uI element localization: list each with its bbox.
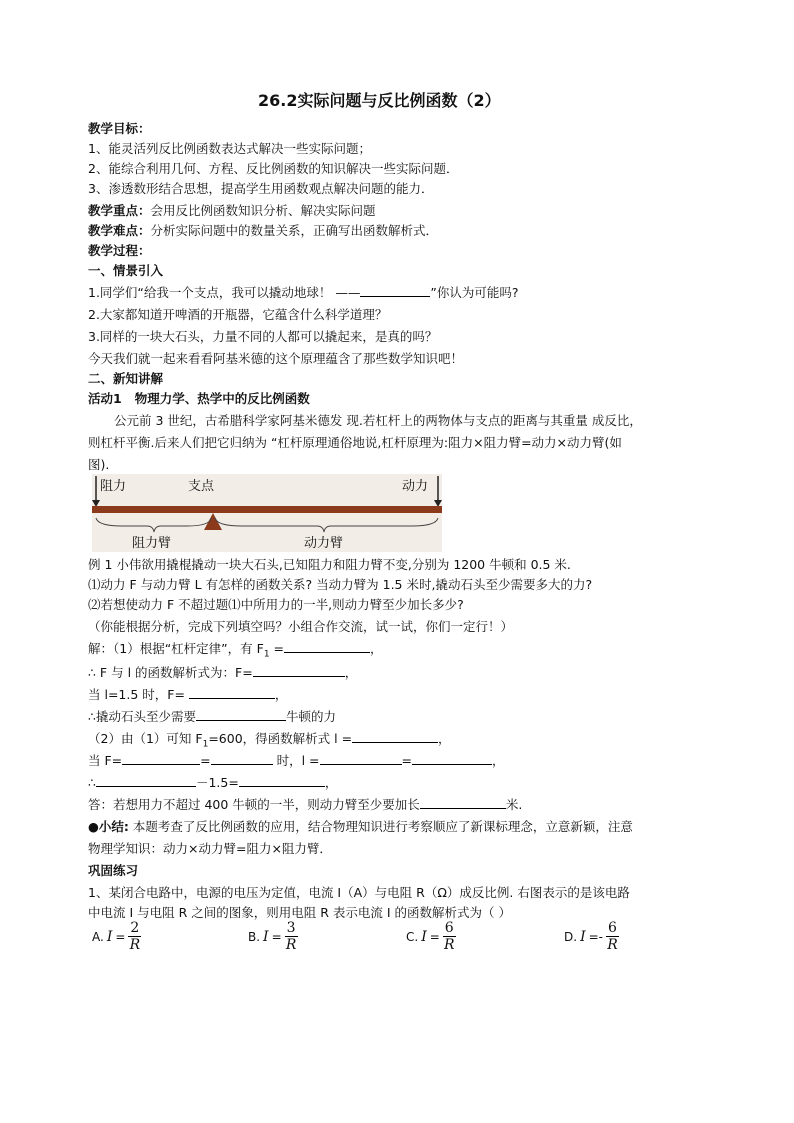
example-1-q1: ⑴动力 F 与动力臂 L 有怎样的函数关系? 当动力臂为 1.5 米时,撬动石头至少需要多大的力? bbox=[88, 577, 593, 592]
option-fraction bbox=[285, 920, 298, 953]
activity-heading bbox=[88, 390, 310, 408]
summary-text: 本题考查了反比例函数的应用，结合物理知识进行考察顺应了新课标理念，立意新颖，注意 bbox=[128, 819, 633, 834]
effort-arm-label: 动力臂 bbox=[304, 536, 344, 551]
denominator: R bbox=[285, 937, 297, 953]
lever-figure bbox=[92, 474, 442, 552]
denominator: R bbox=[607, 937, 618, 953]
solution-text: ， bbox=[438, 731, 451, 746]
option-equals: = bbox=[429, 929, 440, 944]
goal-item-3: 3、渗透数形结合思想，提高学生用函数观点解决问题的能力． bbox=[88, 181, 434, 196]
option-fraction bbox=[606, 920, 619, 953]
option-label: D. bbox=[564, 929, 578, 944]
difficulty-label: 教学难点： bbox=[88, 223, 151, 238]
blank-line bbox=[239, 774, 325, 787]
summary-line-2: 物理学知识：动力×动力臂=阻力×阻力臂． bbox=[88, 841, 332, 856]
process-heading: 教学过程： bbox=[88, 243, 151, 258]
solution-text: = bbox=[401, 753, 413, 768]
solution-text: 牛顿的力 bbox=[285, 709, 336, 724]
solution-line-6 bbox=[88, 752, 505, 770]
option-sign: - bbox=[598, 929, 603, 944]
blank-line bbox=[96, 774, 196, 787]
option-fraction bbox=[443, 920, 456, 953]
intro-line-2: 则杠杆平衡.后来人们把它归纳为 “杠杆原理通俗地说,杠杆原理为:阻力×阻力臂=动力×动力臂(如 bbox=[88, 435, 622, 450]
solution-line-1: 解：（1）根据“杠杆定律”，有 $F_1$ = ， bbox=[88, 641, 383, 660]
option-label: C. bbox=[406, 929, 419, 944]
resistance-arm-label: 阻力臂 bbox=[132, 536, 172, 551]
difficulty-points bbox=[88, 222, 438, 240]
solution-line-2 bbox=[88, 664, 357, 682]
subscript: 1 bbox=[263, 649, 270, 660]
practice-heading: 巩固练习 bbox=[88, 863, 139, 878]
solution-text: =600，得函数解析式 l = bbox=[208, 731, 353, 746]
option-b bbox=[248, 920, 298, 953]
numerator: 2 bbox=[130, 920, 140, 936]
fulcrum-label: 支点 bbox=[188, 479, 215, 494]
question-1 bbox=[88, 284, 519, 302]
section-2-heading: 二、新知讲解 bbox=[88, 371, 164, 386]
goal-item-2: 2、能综合利用几何、方程、反比例函数的知识解决一些实际问题． bbox=[88, 161, 459, 176]
option-c bbox=[406, 920, 456, 953]
question-2: 2.大家都知道开啤酒的开瓶器，它蕴含什么科学道理？ bbox=[88, 307, 388, 322]
resistance-label: 阻力 bbox=[100, 479, 127, 494]
blank-line bbox=[352, 730, 438, 743]
solution-line-4 bbox=[88, 708, 336, 726]
option-variable: I bbox=[263, 928, 269, 945]
resistance-arrow-head bbox=[92, 500, 100, 507]
intro-line-1: 公元前 3 世纪，古希腊科学家阿基米德发 现.若杠杆上的两物体与支点的距离与其重量 成反比， bbox=[114, 413, 642, 428]
blank-line bbox=[189, 686, 275, 699]
activity-label: 活动1 bbox=[88, 391, 122, 406]
key-points bbox=[88, 202, 376, 220]
blank-line bbox=[360, 284, 430, 297]
effort-arm-brace bbox=[215, 518, 438, 532]
option-label: B. bbox=[248, 929, 261, 944]
summary-label: ●小结: bbox=[88, 819, 129, 834]
solution-text: ∴ F 与 l 的函数解析式为：F= bbox=[88, 665, 253, 680]
effort-label: 动力 bbox=[402, 479, 429, 494]
numerator: 6 bbox=[444, 920, 454, 936]
solution-text: （2）由（1）可知 F bbox=[88, 731, 203, 746]
example-1: 例 1 小伟欲用撬棍撬动一块大石头,已知阻力和阻力臂不变,分别为 1200 牛顿和 0.5 米. bbox=[88, 557, 571, 572]
solution-text: ， bbox=[324, 775, 338, 790]
option-equals: = bbox=[588, 929, 599, 944]
example-1-note: （你能根据分析，完成下列填空吗？小组合作交流，试一试，你们一定行！） bbox=[88, 619, 514, 634]
option-a bbox=[92, 920, 141, 953]
solution-text: ∴撬动石头至少需要 bbox=[88, 709, 196, 724]
section-1-heading: 一、情景引入 bbox=[88, 263, 164, 278]
solution-line-7 bbox=[88, 774, 337, 792]
blank-line bbox=[320, 752, 402, 765]
goal-item-1: 1、能灵活列反比例函数表达式解决一些实际问题； bbox=[88, 141, 371, 156]
option-variable: I bbox=[106, 928, 113, 945]
denominator: R bbox=[443, 937, 455, 953]
solution-text: = bbox=[200, 753, 211, 768]
solution-text: 当 F= bbox=[88, 753, 123, 768]
answer-line bbox=[88, 796, 522, 814]
option-d bbox=[564, 920, 619, 953]
answer-text: 答：若想用力不超过 400 牛顿的一半，则动力臂至少要加长 bbox=[88, 797, 420, 812]
solution-text: = bbox=[269, 641, 285, 656]
key-text: 会用反比例函数知识分析、解决实际问题 bbox=[150, 203, 376, 218]
activity-title: 物理力学、热学中的反比例函数 bbox=[134, 391, 310, 406]
lever-bar bbox=[92, 506, 442, 513]
effort-arrow-head bbox=[434, 500, 442, 507]
solution-text: ∴ bbox=[88, 775, 96, 790]
solution-text: ， bbox=[492, 753, 505, 768]
denominator: R bbox=[129, 937, 141, 953]
question-3: 3.同样的一块大石头，力量不同的人都可以撬起来，是真的吗？ bbox=[88, 329, 438, 344]
practice-1-line-2: 中电流 I 与电阻 R 之间的图象，则用电阻 R 表示电流 I 的函数解析式为（ ） bbox=[88, 905, 512, 920]
blank-line bbox=[122, 752, 200, 765]
intro-line-3: 图). bbox=[88, 457, 110, 472]
solution-line-3 bbox=[88, 686, 287, 704]
solution-text: 当 l=1.5 时，F= bbox=[88, 687, 189, 702]
fulcrum-triangle bbox=[204, 513, 222, 530]
option-equals: = bbox=[271, 929, 282, 944]
example-1-q2: ⑵若想使动力 F 不超过题⑴中所用力的一半,则动力臂至少加长多少? bbox=[88, 597, 464, 612]
resistance-arm-brace bbox=[96, 518, 211, 532]
solution-text: －1.5= bbox=[195, 775, 239, 790]
numerator: 3 bbox=[286, 920, 296, 936]
lever-diagram bbox=[92, 474, 442, 552]
option-variable: I bbox=[421, 928, 427, 945]
answer-text: 米. bbox=[505, 797, 523, 812]
blank-line bbox=[420, 796, 506, 809]
question-1-tail: ”你认为可能吗? bbox=[430, 285, 519, 300]
difficulty-text: 分析实际问题中的数量关系，正确写出函数解析式． bbox=[150, 223, 439, 238]
summary-line-1 bbox=[88, 818, 633, 836]
blank-line bbox=[412, 752, 492, 765]
solution-text: ， bbox=[344, 665, 358, 680]
practice-1-line-1: 1、某闭合电路中，电源的电压为定值，电流 I（A）与电阻 R（Ω）成反比例. 右图表示的是该电路 bbox=[88, 885, 630, 900]
option-variable: I bbox=[580, 928, 586, 945]
question-4: 今天我们就一起来看看阿基米德的这个原理蕴含了那些数学知识吧！ bbox=[88, 351, 464, 366]
goals-heading: 教学目标： bbox=[88, 121, 151, 136]
subscript: 1 bbox=[202, 739, 209, 750]
document-title: 26.2实际问题与反比例函数（2） bbox=[258, 91, 501, 110]
solution-text: 解：（1）根据“杠杆定律”，有 F bbox=[88, 641, 264, 656]
blank-line bbox=[284, 640, 370, 653]
option-equals: = bbox=[115, 929, 126, 944]
solution-text: ， bbox=[274, 687, 288, 702]
option-label: A. bbox=[92, 929, 104, 944]
blank-line bbox=[211, 752, 273, 765]
option-fraction bbox=[128, 920, 141, 953]
question-1-text: 1.同学们“给我一个支点，我可以撬动地球！ —— bbox=[88, 285, 361, 300]
blank-line bbox=[253, 664, 345, 677]
numerator: 6 bbox=[608, 920, 617, 936]
key-label: 教学重点： bbox=[88, 203, 151, 218]
solution-text: 时，l = bbox=[272, 753, 320, 768]
solution-line-5 bbox=[88, 730, 451, 754]
blank-line bbox=[196, 708, 286, 721]
